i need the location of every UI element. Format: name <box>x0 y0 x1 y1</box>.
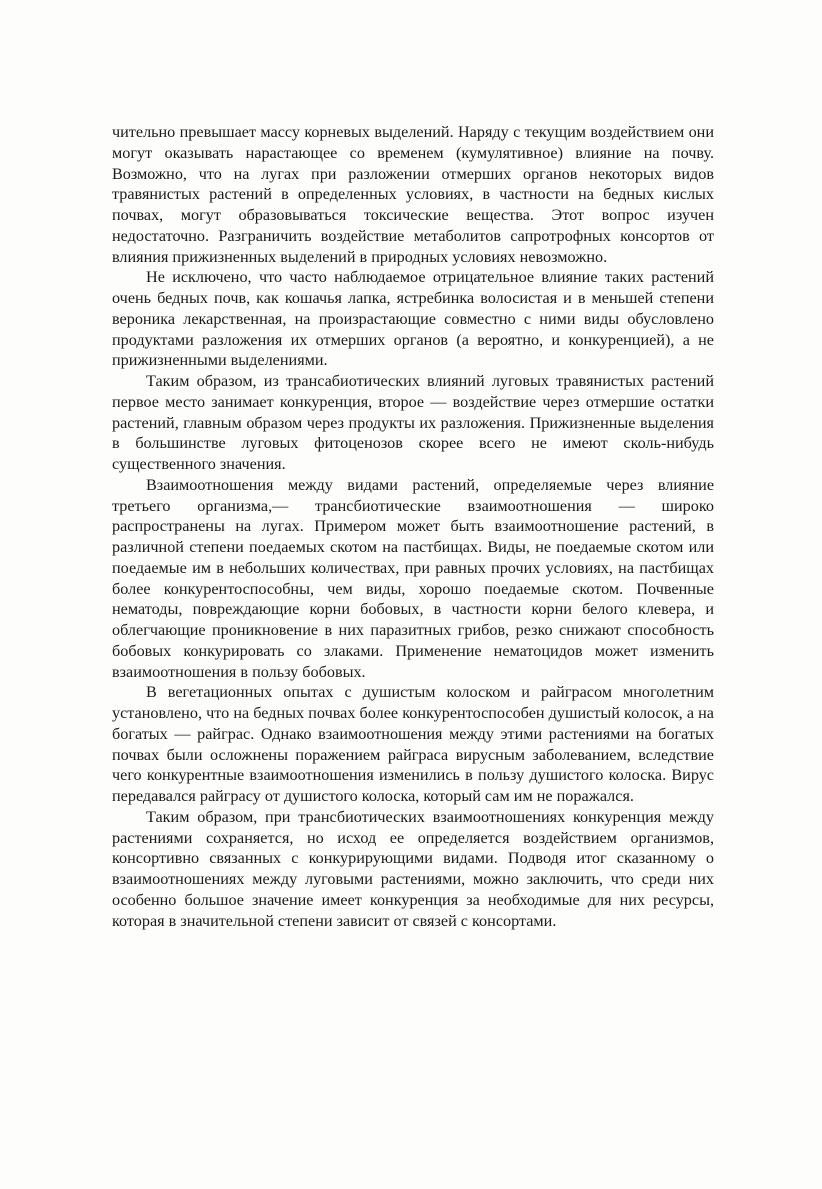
paragraph-3: Таким образом, из трансабиотических влияний луговых травянистых растений первое место занимает конкуренция, второе — воздействие через отмершие остатки растений, главным образом через продукты их разложения. Прижизненные выделения в большинстве луговых фитоценозов скорее всего не имеют сколь-нибудь существенного значения. <box>112 372 714 473</box>
paragraph-1: чительно превышает массу корневых выделений. Наряду с текущим воздействием они могут оказывать нарастающее со временем (кумулятивное) влияние на почву. Возможно, что на лугах при разложении отмерших органов некоторых видов травянистых растений в определенных условиях, в частности на бедных кислых почвах, могут образовываться токсические вещества. Этот вопрос изучен недостаточно. Разграничить воздействие метаболитов сапротрофных консортов от влияния прижизненных выделений в природных условиях невозможно. <box>112 123 714 266</box>
body-text <box>112 122 714 931</box>
paragraph-4: Взаимоотношения между видами растений, определяемые через влияние третьего организма,— трансбиотические взаимоотношения — широко распространены на лугах. Примером может быть взаимоотношение растений, в различной степени поедаемых скотом на пастбищах. Виды, не поедаемые скотом или поедаемые им в небольших количествах, при равных прочих условиях, на пастбищах более конкурентоспособны, чем виды, хорошо поедаемые скотом. Почвенные нематоды, повреждающие корни бобовых, в частности корни белого клевера, и облегчающие проникновение в них паразитных грибов, резко снижают способность бобовых конкурировать со злаками. Применение нематоцидов может изменить взаимоотношения в пользу бобовых. <box>112 475 714 681</box>
paragraph-2: Не исключено, что часто наблюдаемое отрицательное влияние таких растений очень бедных почв, как кошачья лапка, ястребинка волосистая и в меньшей степени вероника лекарственная, на произрастающие совместно с ними виды обусловлено продуктами разложения их отмерших органов (а вероятно, и конкуренцией), а не прижизненными выделениями. <box>112 268 714 370</box>
paragraph-6: Таким образом, при трансбиотических взаимоотношениях конкуренция между растениями сохраняется, но исход ее определяется воздействием организмов, консортивно связанных с конкурирующими видами. Подводя итог сказанному о взаимоотношениях между луговыми растениями, можно заключить, что среди них особенно большое значение имеет конкуренция за необходимые для них ресурсы, которая в значительной степени зависит от связей с консортами. <box>112 807 714 930</box>
paragraph-5: В вегетационных опытах с душистым колоском и райграсом многолетним установлено, что на бедных почвах более конкурентоспособен душистый колосок, а на богатых — райграс. Однако взаимоотношения между этими растениями на богатых почвах были осложнены поражением райграса вирусным заболеванием, вследствие чего конкурентные взаимоотношения изменились в пользу душистого колоска. Вирус передавался райграсу от душистого колоска, который сам им не поражался. <box>112 683 714 805</box>
